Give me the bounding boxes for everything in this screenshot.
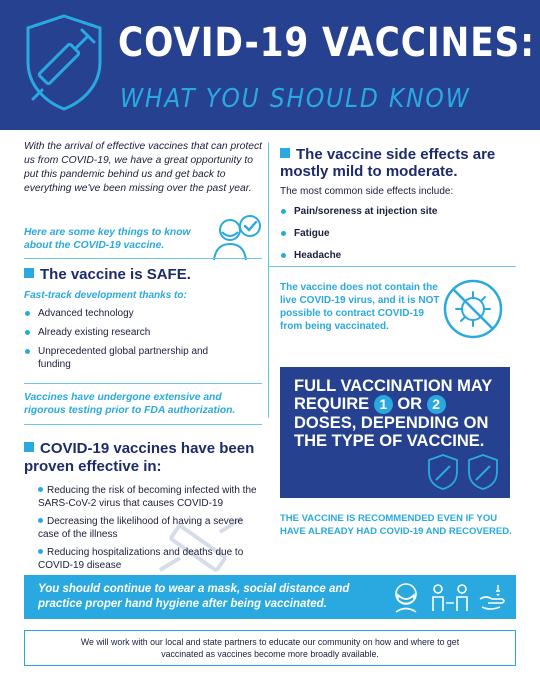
list-item: Unprecedented global partnership and funding — [24, 345, 224, 371]
list-item: Headache — [280, 249, 516, 262]
footer-box — [24, 630, 516, 666]
key-things-text: Here are some key things to know about the COVID-19 vaccine. — [24, 227, 191, 251]
side-effects-list — [280, 205, 516, 271]
no-virus-text: The vaccine does not contain the live COVID-19 virus, and it is NOT possible to contract COVID-19 from being vaccinated. — [280, 282, 440, 332]
shield-syringe-icon — [466, 453, 500, 491]
list-item: Advanced technology — [24, 307, 262, 320]
dose-number-badge: 1 — [374, 395, 393, 414]
list-item: Reducing hospitalizations and deaths due to COVID-19 disease — [38, 547, 244, 571]
full-vaccination-box — [280, 367, 510, 498]
banner-text: You should continue to wear a mask, social distance and practice proper hand hygiene after being vaccinated. — [38, 583, 350, 610]
effective-list — [24, 484, 262, 577]
page-subtitle: WHAT YOU SHOULD KNOW — [120, 84, 471, 114]
shield-syringe-icon — [426, 453, 460, 491]
page-title: COVID-19 VACCINES: — [118, 20, 535, 66]
dose-number-badge: 2 — [427, 395, 446, 414]
intro-text: With the arrival of effective vaccines that can protect us from COVID-19, we have a great opportunity to put this pandemic behind us and get back to everything we've been missing over the past year. — [24, 141, 262, 194]
no-virus-icon — [442, 278, 504, 340]
testing-text: Vaccines have undergone extensive and rigorous testing prior to FDA authorization. — [24, 392, 236, 416]
list-item: Fatigue — [280, 227, 516, 240]
safe-heading: The vaccine is SAFE. — [24, 266, 262, 283]
divider — [24, 383, 262, 384]
hand-wash-icon — [476, 581, 508, 613]
header-banner — [0, 0, 540, 130]
hygiene-banner — [24, 575, 516, 619]
shield-syringe-icon — [22, 12, 106, 112]
side-effects-heading: The vaccine side effects are mostly mild to moderate. — [280, 146, 496, 180]
safe-list — [24, 307, 262, 377]
list-item: Already existing research — [24, 326, 262, 339]
divider — [24, 258, 262, 259]
doctor-check-icon — [210, 212, 262, 262]
list-item: Reducing the risk of becoming infected with the SARS-CoV-2 virus that causes COVID-19 — [38, 485, 257, 509]
list-item: Decreasing the likelihood of having a severe case of the illness — [38, 516, 244, 540]
full-vaccination-text: FULL VACCINATION MAY REQUIRE 1 OR 2 DOSES, DEPENDING ON THE TYPE OF VACCINE. — [294, 377, 493, 450]
side-effects-intro: The most common side effects include: — [280, 186, 454, 197]
list-item: Pain/soreness at injection site — [280, 205, 516, 218]
column-divider — [268, 142, 269, 418]
effective-heading: COVID-19 vaccines have been proven effective in: — [24, 440, 255, 475]
distance-people-icon — [430, 581, 470, 613]
divider — [268, 266, 516, 267]
recommend-text: THE VACCINE IS RECOMMENDED EVEN IF YOU HAVE ALREADY HAD COVID-19 AND RECOVERED. — [280, 513, 512, 537]
fast-track-subheading: Fast-track development thanks to: — [24, 290, 187, 301]
footer-text: We will work with our local and state partners to educate our community on how and where to get vaccinated as vaccines become more broadly available. — [80, 637, 460, 659]
mask-face-icon — [390, 581, 422, 613]
divider — [24, 424, 262, 425]
